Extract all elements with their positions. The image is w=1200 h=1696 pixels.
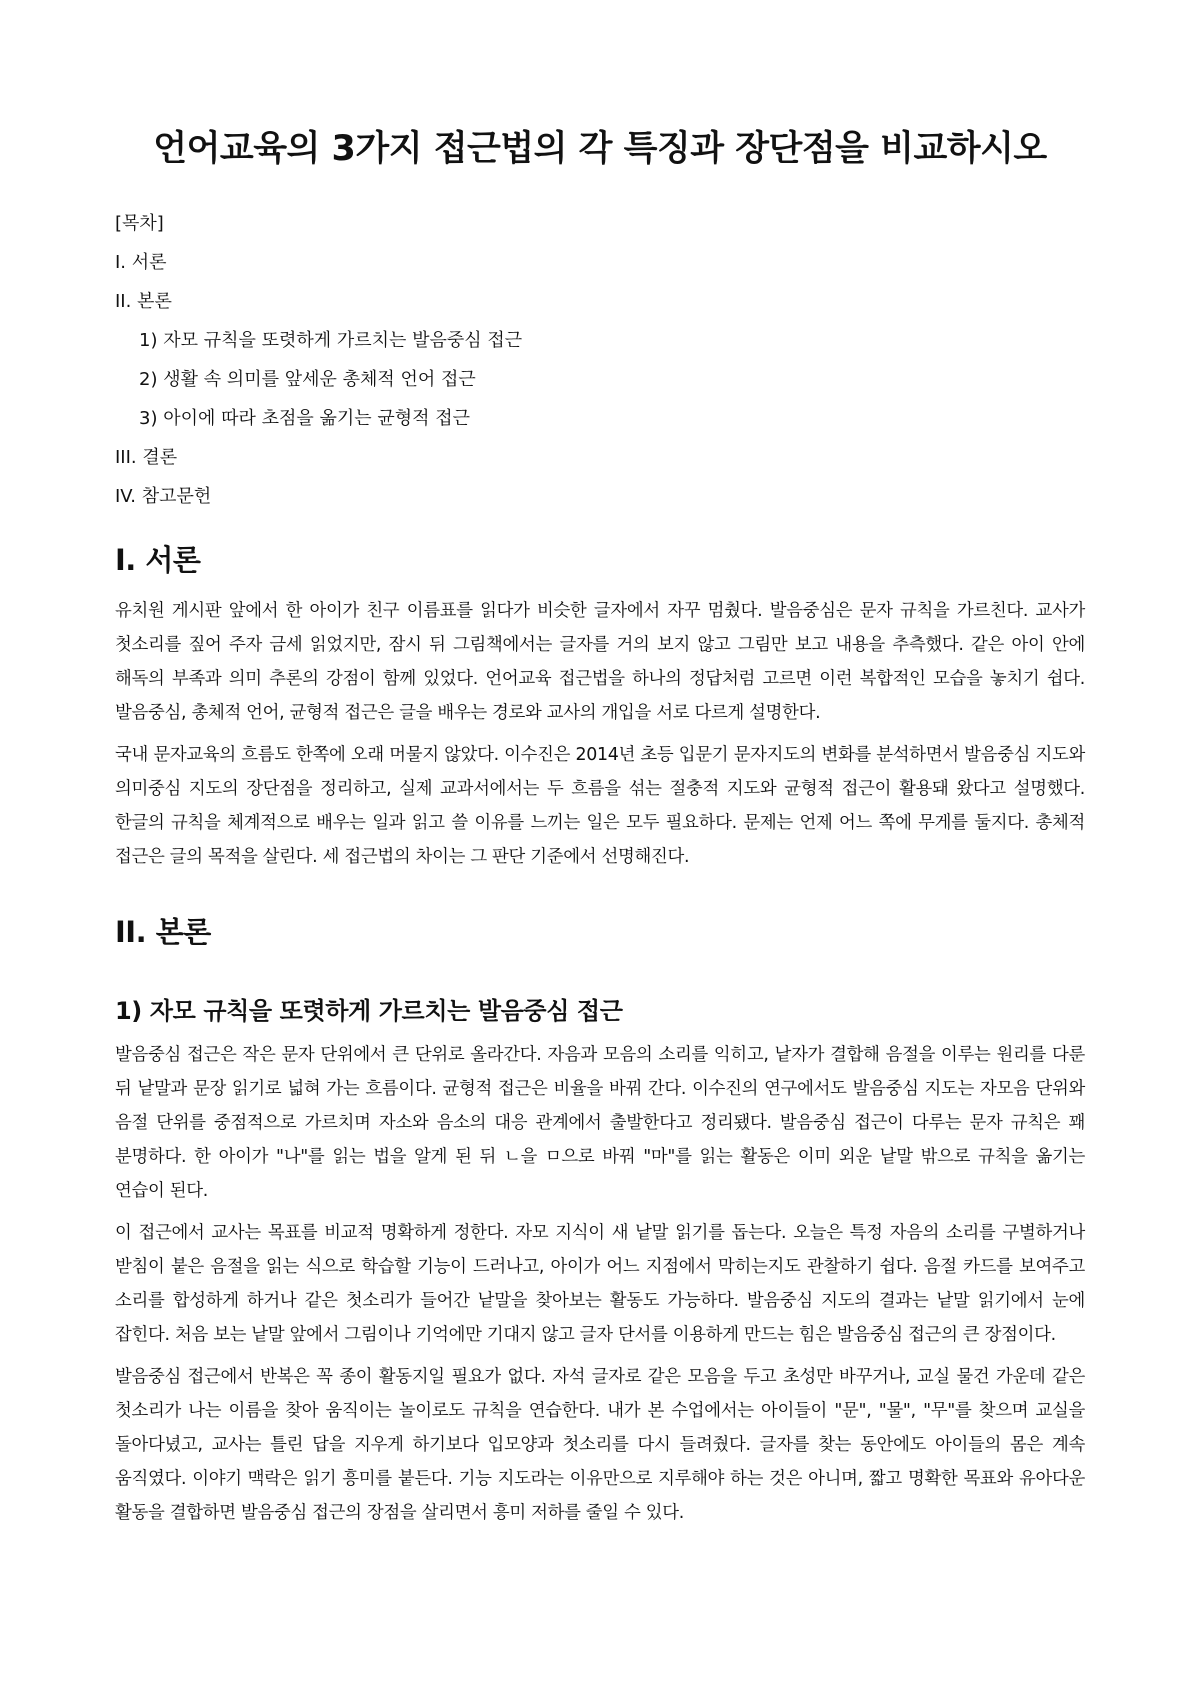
toc-item-body-1: 1) 자모 규칙을 또렷하게 가르치는 발음중심 접근 xyxy=(139,330,523,351)
toc-item-body-3: 3) 아이에 따라 초점을 옮기는 균형적 접근 xyxy=(139,408,471,429)
toc-item-body-2: 2) 생활 속 의미를 앞세운 총체적 언어 접근 xyxy=(139,369,476,390)
toc-heading: [목차] xyxy=(115,213,164,234)
toc-item-conclusion: III. 결론 xyxy=(115,447,178,468)
body-paragraph: 발음중심 접근은 작은 문자 단위에서 큰 단위로 올라간다. 자음과 모음의 소리를 익히고, 낱자가 결합해 음절을 이루는 원리를 다룬 뒤 낱말과 문장 읽기로 넓혀 가는 흐름이다. 균형적 접근은 비율을 바꿔 간다. 이수진의 연구에서도 발음중심 지도는 자모음 단위와 음절 단위를 중점적으로 가르치며 자소와 음소의 대응 관계에서 출발한다고 정리됐다. 발음중심 접근이 다루는 문자 규칙은 꽤 분명하다. 한 아이가 "나"를 읽는 법을 알게 된 뒤 ㄴ을 ㅁ으로 바꿔 "마"를 읽는 활동은 이미 외운 낱말 밖으로 규칙을 옮기는 연습이 된다. xyxy=(115,1045,1085,1201)
body-heading: II. 본론 xyxy=(115,915,211,949)
table-of-contents xyxy=(115,204,1085,516)
toc-item-references: IV. 참고문헌 xyxy=(115,486,212,507)
toc-item-intro: I. 서론 xyxy=(115,252,167,273)
body-paragraph: 발음중심 접근에서 반복은 꼭 종이 활동지일 필요가 없다. 자석 글자로 같은 모음을 두고 초성만 바꾸거나, 교실 물건 가운데 같은 첫소리가 나는 이름을 찾아 움직이는 놀이로도 규칙을 연습한다. 내가 본 수업에서는 아이들이 "문", "물", "무"를 찾으며 교실을 돌아다녔고, 교사는 틀린 답을 지우게 하기보다 입모양과 첫소리를 다시 들려줬다. 글자를 찾는 동안에도 아이들의 몸은 계속 움직였다. 이야기 맥락은 읽기 흥미를 붙든다. 기능 지도라는 이유만으로 지루해야 하는 것은 아니며, 짧고 명확한 목표와 유아다운 활동을 결합하면 발음중심 접근의 장점을 살리면서 흥미 저하를 줄일 수 있다. xyxy=(115,1367,1085,1523)
toc-item-body: II. 본론 xyxy=(115,291,172,312)
intro-paragraph: 유치원 게시판 앞에서 한 아이가 친구 이름표를 읽다가 비슷한 글자에서 자꾸 멈췄다. 발음중심은 문자 규칙을 가르친다. 교사가 첫소리를 짚어 주자 금세 읽었지만, 잠시 뒤 그림책에서는 글자를 거의 보지 않고 그림만 보고 내용을 추측했다. 같은 아이 안에 해독의 부족과 의미 추론의 강점이 함께 있었다. 언어교육 접근법을 하나의 정답처럼 고르면 이런 복합적인 모습을 놓치기 쉽다. 발음중심, 총체적 언어, 균형적 접근은 글을 배우는 경로와 교사의 개입을 서로 다르게 설명한다. xyxy=(115,601,1085,723)
intro-heading: I. 서론 xyxy=(115,543,201,577)
body-subheading-1: 1) 자모 규칙을 또렷하게 가르치는 발음중심 접근 xyxy=(115,997,623,1025)
intro-paragraph: 국내 문자교육의 흐름도 한쪽에 오래 머물지 않았다. 이수진은 2014년 초등 입문기 문자지도의 변화를 분석하면서 발음중심 지도와 의미중심 지도의 장단점을 정리하고, 실제 교과서에서는 두 흐름을 섞는 절충적 지도와 균형적 접근이 활용돼 왔다고 설명했다. 한글의 규칙을 체계적으로 배우는 일과 읽고 쓸 이유를 느끼는 일은 모두 필요하다. 문제는 언제 어느 쪽에 무게를 둘지다. 총체적 접근은 글의 목적을 살린다. 세 접근법의 차이는 그 판단 기준에서 선명해진다. xyxy=(115,745,1085,867)
document-title: 언어교육의 3가지 접근법의 각 특징과 장단점을 비교하시오 xyxy=(153,129,1047,169)
body-paragraph: 이 접근에서 교사는 목표를 비교적 명확하게 정한다. 자모 지식이 새 낱말 읽기를 돕는다. 오늘은 특정 자음의 소리를 구별하거나 받침이 붙은 음절을 읽는 식으로 학습할 기능이 드러나고, 아이가 어느 지점에서 막히는지도 관찰하기 쉽다. 음절 카드를 보여주고 소리를 합성하게 하거나 같은 첫소리가 들어간 낱말을 찾아보는 활동도 가능하다. 발음중심 지도의 결과는 낱말 읽기에서 눈에 잡힌다. 처음 보는 낱말 앞에서 그림이나 기억에만 기대지 않고 글자 단서를 이용하게 만드는 힘은 발음중심 접근의 큰 장점이다. xyxy=(115,1223,1085,1345)
